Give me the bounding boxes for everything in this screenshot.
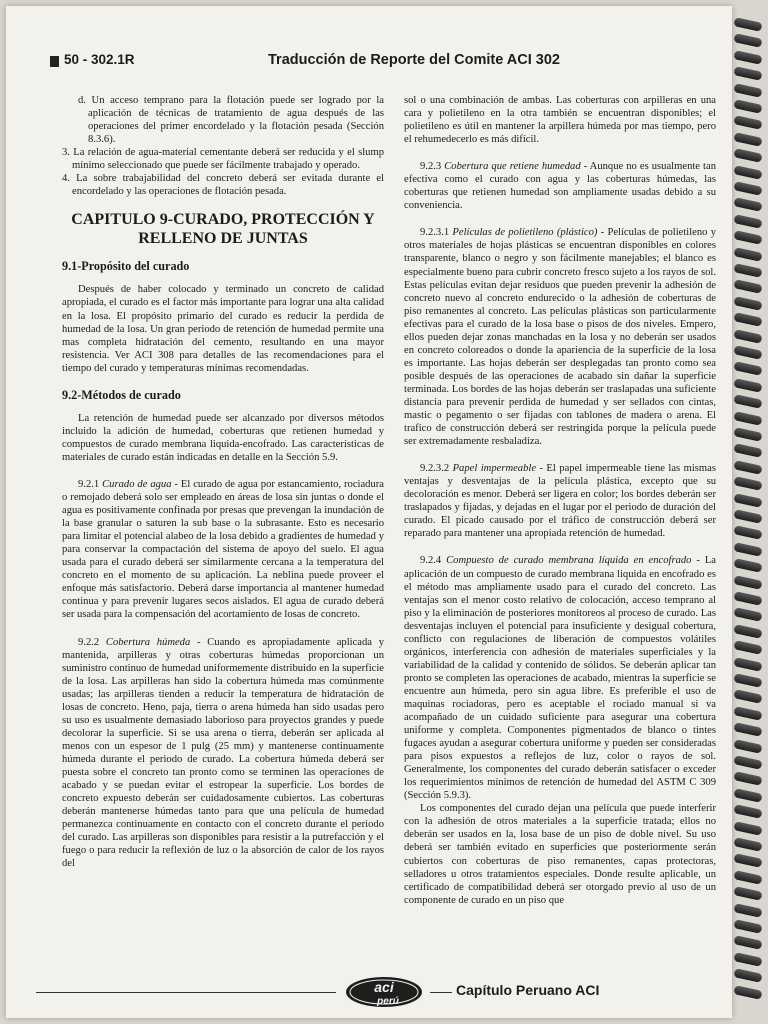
spiral-ring <box>733 804 762 819</box>
subsection-title: Papel impermeable <box>452 463 537 475</box>
spiral-ring <box>733 476 762 491</box>
spiral-ring <box>733 116 762 131</box>
spiral-ring <box>733 296 762 311</box>
spiral-ring <box>733 280 762 295</box>
spiral-ring <box>733 247 762 262</box>
spiral-ring <box>733 903 762 918</box>
spiral-ring <box>733 837 762 852</box>
list-item-4: 4. La sobre trabajabilidad del concreto deberá ser evitada durante el encordelado y las operaciones de flotación pesada. <box>62 173 384 198</box>
list-item-d: d. Un acceso temprano para la flotación puede ser logrado por la aplicación de técnicas de tratamiento de agua después de las operaciones del primer encordelado y la flotación pesada (Sección 8.3.6). <box>78 95 384 146</box>
spiral-ring <box>733 34 762 49</box>
spiral-ring <box>733 558 762 573</box>
paragraph-9-2-3-1 <box>404 226 716 448</box>
header-square-mark <box>50 56 59 67</box>
spiral-ring <box>733 870 762 885</box>
subsection-text: - Películas de polietileno y otros materiales de hojas plásticas se encuentran disponibles en colores transparente, blanco o negro y son fácilmente manejables; el blanco es especialmente bueno para cubrir concreto fresco sujeto a los rayos de sol. Estas películas evitan dejar residuos que pueden prevenir la adhesión de concreto nuevo al concreto endurecido o la adhesión de coberturas de piso remanentes al concreto. Las películas plásticas son particularmente efectivas para el curado de la losa base o pisos de dos niveles. Empero, ellos pueden dejar zonas manchadas en la losa y no deberán ser usados en concreto coloreados o donde la apariencia de la superficie de la losa es importante. Las hojas deberán ser desplegadas tan pronto como sea posible después de las operaciones de acabado sin dañar la superficie terminada. Los bordes de las hojas deberán ser traslapadas una suficiente distancia para prevenir perdida de humedad y ser sellados con cintas, mastic o pegamento o ser fijadas con tablones de madera o arena. El trafico de construcción deberá ser restringida porque la película puede ser extremadamente resbaladiza. <box>404 227 717 448</box>
spiral-ring <box>733 706 762 721</box>
paragraph-9-2-3 <box>404 160 716 212</box>
spiral-ring <box>733 345 762 360</box>
spiral-ring <box>733 624 762 639</box>
subsection-title: Curado de agua <box>102 478 172 490</box>
spiral-ring <box>733 591 762 606</box>
logo-text-aci: aci <box>374 979 394 995</box>
spiral-ring <box>733 788 762 803</box>
spiral-ring <box>733 132 762 147</box>
spiral-ring <box>733 99 762 114</box>
spiral-ring <box>733 886 762 901</box>
page-number: 50 - 302.1R <box>64 52 135 67</box>
document-page <box>6 6 732 1018</box>
spiral-ring <box>733 542 762 557</box>
subsection-title: Cobertura húmeda <box>105 636 191 648</box>
paragraph-9-2-4 <box>404 554 716 802</box>
spiral-ring <box>733 230 762 245</box>
spiral-ring <box>733 427 762 442</box>
paragraph-9-2-3-2 <box>404 462 716 540</box>
subsection-number: 9.2.4 <box>420 555 442 567</box>
spiral-ring <box>733 755 762 770</box>
spiral-ring <box>733 985 762 1000</box>
spiral-ring <box>733 444 762 459</box>
spiral-ring <box>733 526 762 541</box>
spiral-ring <box>733 739 762 754</box>
spiral-ring <box>733 854 762 869</box>
subsection-number: 9.2.2 <box>78 636 100 648</box>
spiral-ring <box>733 657 762 672</box>
spiral-ring <box>733 722 762 737</box>
footer-text: Capítulo Peruano ACI <box>456 982 600 998</box>
spiral-ring <box>733 509 762 524</box>
subsection-number: 9.2.3.1 <box>420 227 450 239</box>
section-heading-9-1: 9.1-Propósito del curado <box>62 259 190 274</box>
aci-peru-logo <box>344 976 424 1008</box>
paragraph-9-1: Después de haber colocado y terminado un concreto de calidad apropiada, el curado es el factor más importante para lograr una alta calidad en la losa. El propósito primario del curado es reducir la perdida de humedad de la losa. Un gran periodo de retención de humedad permite una mas completa hidratación del cemento, resultando en una mayor resistencia. Ver ACI 308 para detalles de las recomendaciones para el tiempo del curado y temperaturas mínimas recomendadas. <box>62 284 384 374</box>
spiral-ring <box>733 575 762 590</box>
subsection-text: - El papel impermeable tiene las mismas ventajas y desventajas de la película plástica, excepto que su decoloración es menor. Deberá ser ligera en color; los bordes deberán ser traslapados y fijadas, y dejadas en el lugar por el periodo de duración del curado. El picado causado por el tráfico de construcción deberá ser reparado para mantener una apropiada retención de humedad. <box>404 463 716 540</box>
footer-rule-mid <box>430 992 452 993</box>
spiral-ring <box>733 493 762 508</box>
spiral-ring <box>733 181 762 196</box>
subsection-number: 9.2.1 <box>78 478 100 490</box>
paragraph-curing-compounds: Los componentes del curado dejan una película que puede interferir con la adhesión de otros materiales a la superficie tratada; ellos no deberán ser usados en la, losa base de un piso de doble nivel. Su uso deberá ser también evitado en superficies que posteriormente serán cubiertos con coberturas de piso remanentes, capas protectoras, selladores u otros tratamientos especiales. Donde resulte aplicable, un certificado de compatibilidad deberá ser otorgado previo al uso de un componente de curado en un piso que <box>404 803 716 906</box>
spiral-ring <box>733 952 762 967</box>
subsection-text: - La aplicación de un compuesto de curado membrana liquida en encofrado es el método mas ampliamente usado para el curado del concreto. Las ventajas son el menor costo relativo de colocación, acceso temprano al piso y la eliminación de posteriores monitoreos al proceso de curado. Las desventajas incluyen el potencial para insuficiente y desigual cobertura, conflicto con regulaciones de liberación de compuestos volátiles orgánicos, interferencia con adhesión de materiales superficiales y la variabilidad de la calidad y contenido de sólidos. Se deberán aplicar tan pronto se completen las operaciones de acabado, mientras la superficie se encuentre aun húmeda, pero sin agua libre. Es preferible el uso de maquinas rociadoras, pero es aceptable el rociado manual si va acompañado de un cuidado suficiente para asegurar una cobertura uniforme y completa. Componentes pigmentados de blanco o tintes fugaces ayudan a asegurar cobertura uniforme y pueden ser consideradas para pisos expuestos a reflejos de luz, color o rayos de sol. Generalmente, los componentes del curado deberán satisfacer o exceder los requerimientos mínimos de retención de humedad del ASTM C 309 (Sección 5.9.3). <box>404 555 716 802</box>
paragraph-9-2-1 <box>62 478 384 622</box>
spiral-ring <box>733 50 762 65</box>
spiral-ring <box>733 919 762 934</box>
spiral-ring <box>733 394 762 409</box>
spiral-ring <box>733 17 762 32</box>
subsection-title: Cobertura que retiene humedad <box>444 161 581 173</box>
paragraph-continued: sol o una combinación de ambas. Las coberturas con arpilleras en una cara y polietileno en la otra también se encuentran disponibles; el polietileno es útil en mantener la arpillera húmeda por mas tiempo, pero el rehumedecerlo es más difícil. <box>404 95 716 146</box>
spiral-ring <box>733 66 762 81</box>
spiral-ring <box>733 83 762 98</box>
paragraph-9-2-2 <box>62 636 384 871</box>
subsection-title: Películas de polietileno (plástico) <box>452 227 598 239</box>
subsection-number: 9.2.3.2 <box>420 463 450 475</box>
chapter-heading-line2: RELLENO DE JUNTAS <box>138 230 308 248</box>
subsection-number: 9.2.3 <box>420 161 442 173</box>
subsection-text: - Cuando es apropiadamente aplicada y mantenida, arpilleras y otras coberturas húmedas proporcionan un suministro continuo de humedad uniformemente distribuido en la superficie de la losa. Las arpilleras han sido la cobertura húmeda mas comúnmente usadas; las arpilleras tienden a reducir la temperatura de hidratación de losas de concreto. Heno, paja, tierra o arena húmeda han sido usadas pero su uso es usualmente demasiado laborioso para proyectos grandes y puede decolorar la superficie. Si se usa arena o tierra, deberán ser aplicada al menos con un espesor de 1 pulg (25 mm) y mantenerse continuamente húmeda durante el periodo de curado. La cobertura húmeda deberá ser puesta sobre el concreto tan pronto como se terminen las operaciones de acabado y se puedan evitar el estropear la superficie. Los bordes de concreto expuesto deberán ser cuidadosamente cubiertos. Las coberturas deberán mantenerse húmedas tanto para que una película de humedad permanezca continuamente en contacto con el concreto durante el periodo del curado. Las arpilleras son disponibles para resistir a la putrefacción y el fuego o para reducir la reflexión de luz o la absorción de calor de los rayos del <box>62 636 384 870</box>
spiral-ring <box>733 640 762 655</box>
logo-text-peru: perú <box>377 996 399 1007</box>
spiral-ring <box>733 411 762 426</box>
spiral-ring <box>733 608 762 623</box>
section-heading-9-2: 9.2-Métodos de curado <box>62 387 181 402</box>
subsection-text: - Aunque no es usualmente tan efectiva como el curado con agua y las coberturas húmedas, las coberturas que retienen humedad son ampliamente usadas debido a su conveniencia. <box>404 161 716 212</box>
subsection-title: Compuesto de curado membrana líquida en encofrado <box>446 555 692 567</box>
spiral-ring <box>733 772 762 787</box>
spiral-ring <box>733 378 762 393</box>
chapter-heading-line1: CAPITULO 9-CURADO, PROTECCIÓN Y <box>71 211 375 229</box>
subsection-text: - El curado de agua por estancamiento, rociadura o remojado deberá solo ser empleado en áreas de losa sin juntas o donde el agua es positivamente confinada por presas que prevengan la inundación de la base granular o saturen la sub base o la subrasante. Esto es necesario para limitar el potencial alabeo de la losa debido a gradientes de humedad y para conservar la compactación del sistema de apoyo del suelo. El agua usada para el curado deberá ser similarmente cercana a la temperatura del concreto en el momento de su aplicación. La neblina puede proveer el enfoque más satisfactorio. Deberá darse importancia al mantener humedad continua y para prevenir lugares secos aislados. El agua de curado deberá ser usada para la compensación del acortamiento de losas de concreto. <box>62 478 384 621</box>
paragraph-9-2: La retención de humedad puede ser alcanzado por diversos métodos incluido la adición de humedad, coberturas que retienen humedad y compuestos de curado membrana liquida-encofrado. Las características de materiales de curado están indicadas en detalle en la Sección 5.9. <box>62 412 384 463</box>
page-header <box>50 52 710 76</box>
spiral-ring <box>733 673 762 688</box>
footer-rule-left <box>36 992 336 993</box>
spiral-ring <box>733 214 762 229</box>
right-column <box>404 94 716 907</box>
spiral-ring <box>733 148 762 163</box>
spiral-ring <box>733 821 762 836</box>
spiral-ring <box>733 312 762 327</box>
spiral-binding <box>734 20 768 1020</box>
running-title: Traducción de Reporte del Comite ACI 302 <box>268 52 560 68</box>
list-item-3: 3. La relación de agua-material cementante deberá ser reducida y el slump mínimo seleccionado que puede ser fácilmente trabajado y operado. <box>62 147 384 172</box>
chapter-heading <box>62 210 384 248</box>
spiral-ring <box>733 936 762 951</box>
spiral-ring <box>733 460 762 475</box>
spiral-ring <box>733 263 762 278</box>
spiral-ring <box>733 198 762 213</box>
spiral-ring <box>733 329 762 344</box>
spiral-ring <box>733 690 762 705</box>
spiral-ring <box>733 968 762 983</box>
spiral-ring <box>733 362 762 377</box>
left-column <box>62 94 384 870</box>
spiral-ring <box>733 165 762 180</box>
page-footer <box>6 974 732 1010</box>
